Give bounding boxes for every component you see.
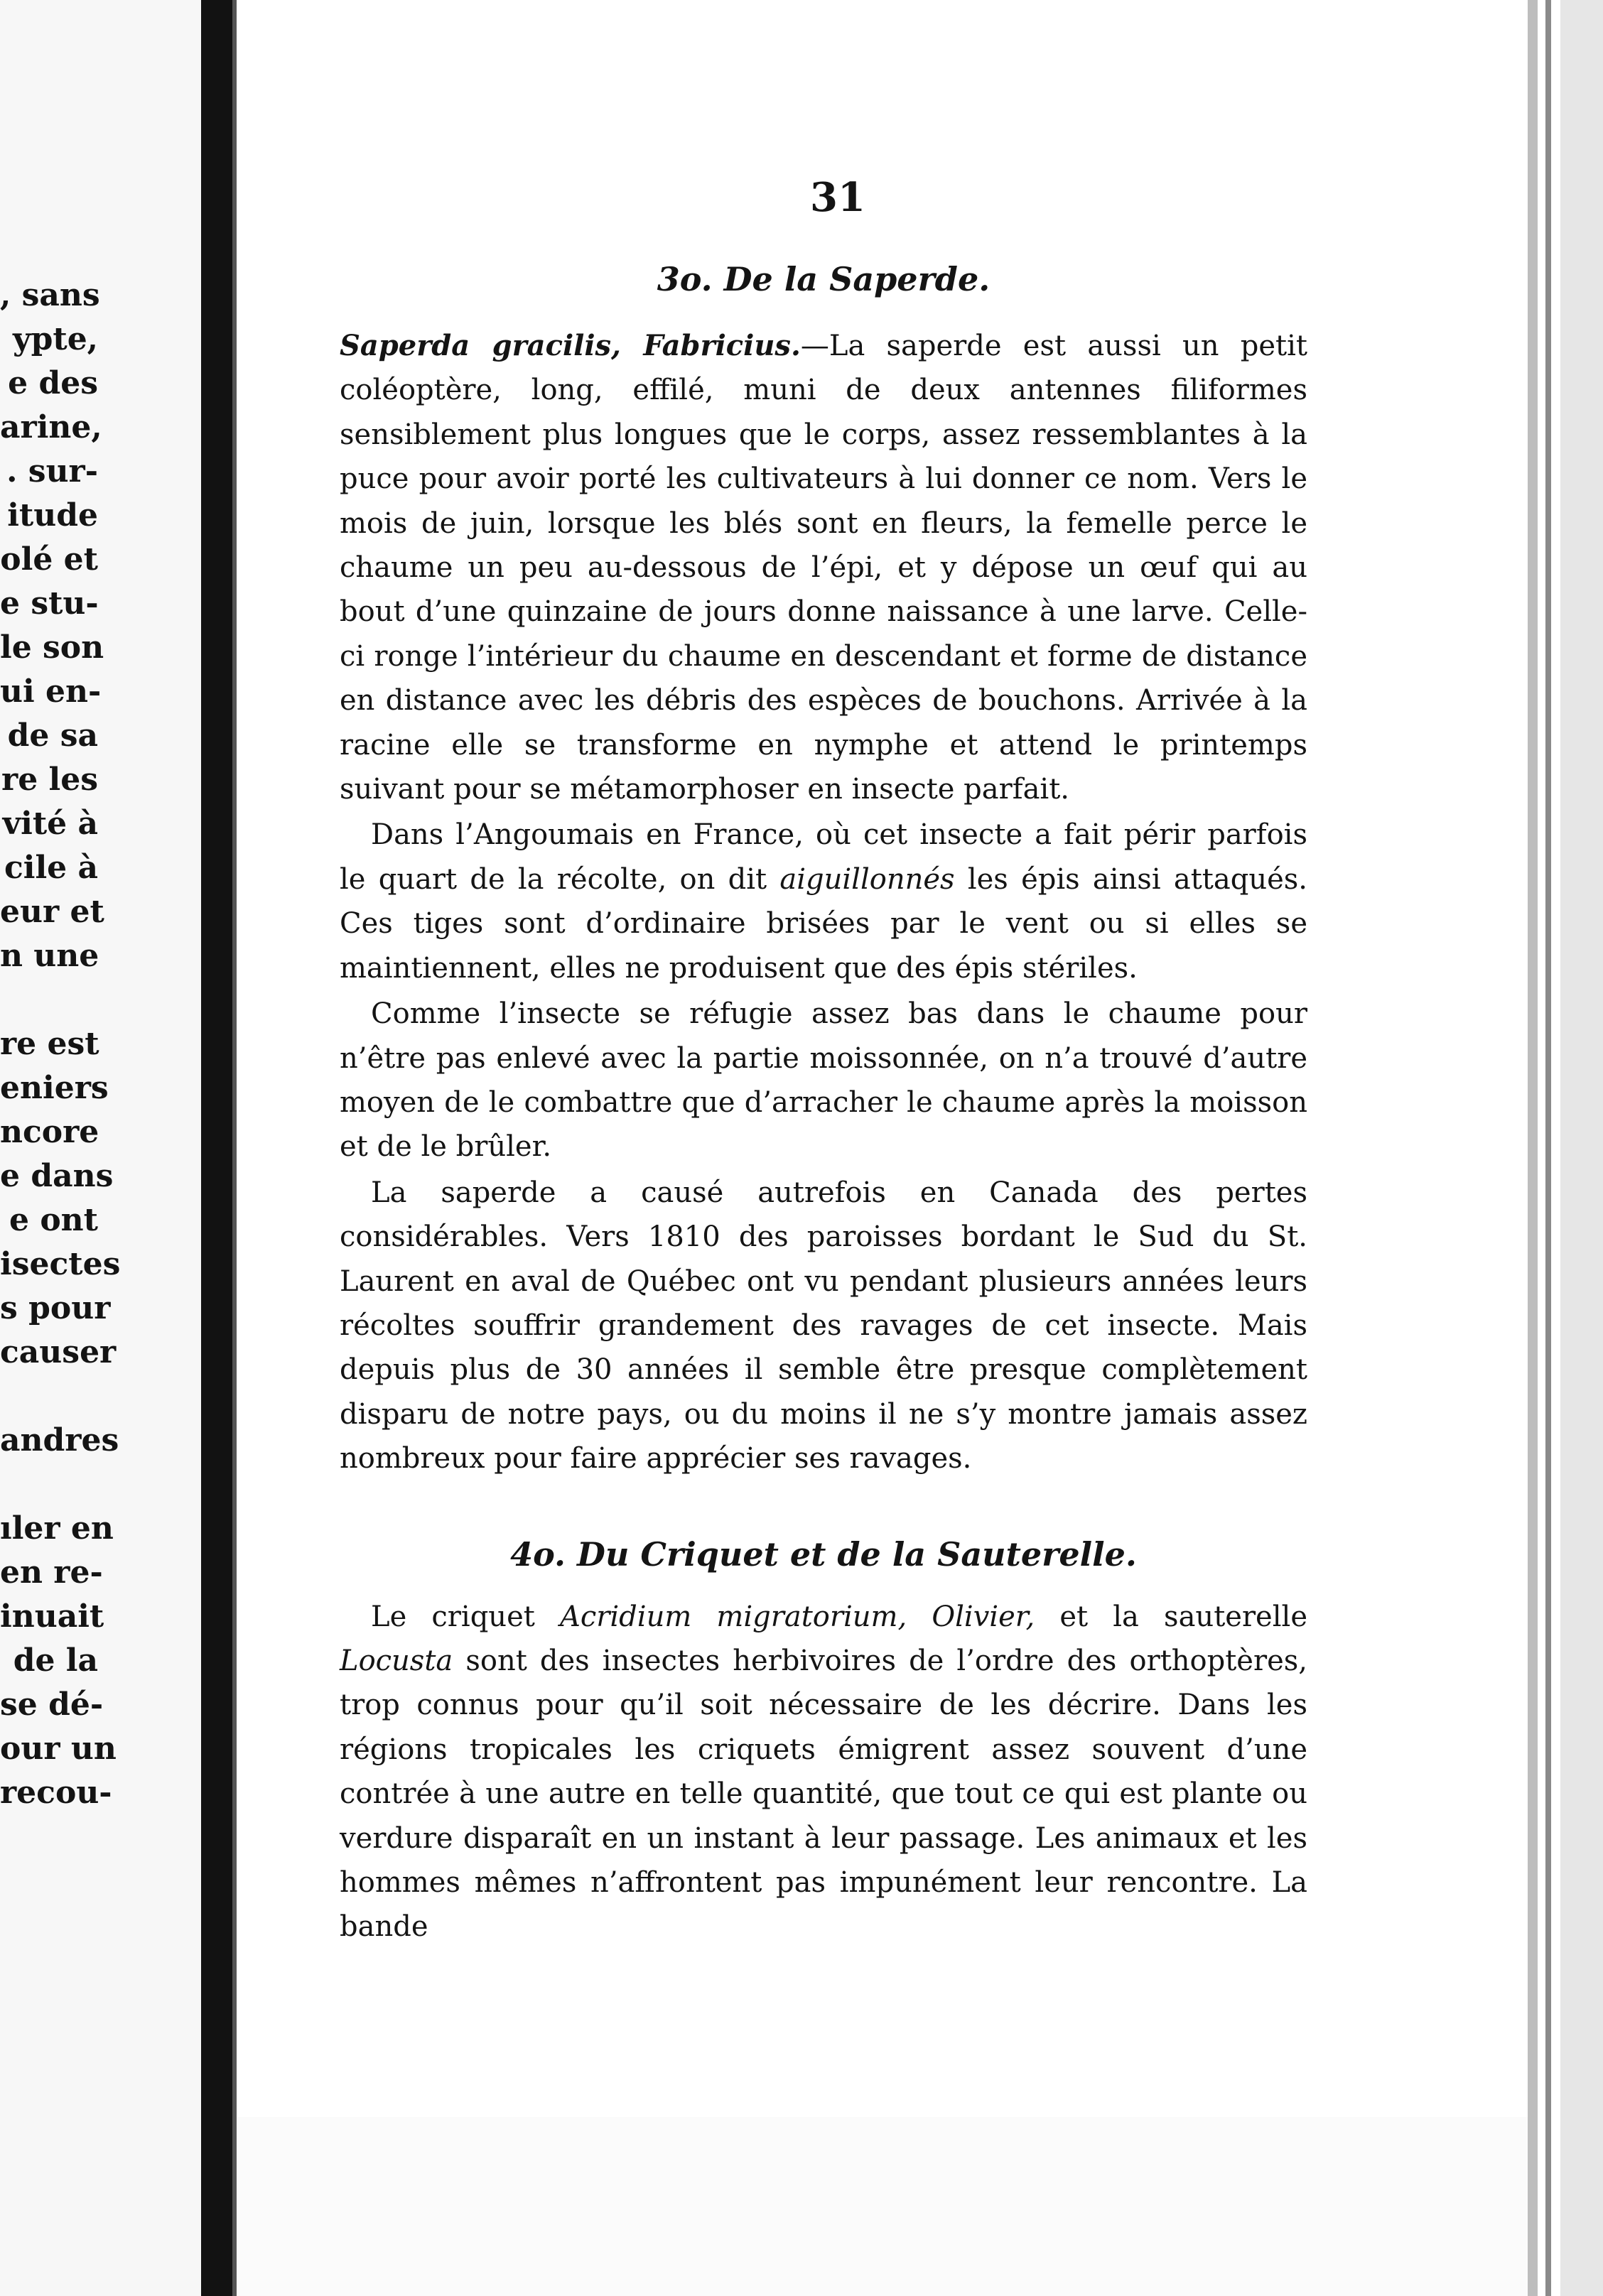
left-fragment-line: de la bbox=[13, 1642, 98, 1679]
left-fragment-line: eur et bbox=[0, 894, 104, 930]
paragraph-saperde-description bbox=[340, 324, 1307, 811]
left-page-text-fragments bbox=[0, 274, 213, 1815]
section-heading-criquet: 4o. Du Criquet et de la Sauterelle. bbox=[510, 1534, 1137, 1574]
left-fragment-line: . sur- bbox=[6, 453, 98, 489]
left-fragment-line: eniers bbox=[0, 1070, 109, 1106]
left-fragment-line: cile à bbox=[4, 850, 98, 886]
left-fragment-line: arine, bbox=[0, 409, 102, 445]
left-fragment-line: e stu- bbox=[0, 585, 99, 622]
species-name: Acridium migratorium, Olivier, bbox=[559, 1600, 1035, 1633]
left-fragment-line: isectes bbox=[0, 1246, 121, 1282]
left-fragment-line: our un bbox=[0, 1731, 117, 1767]
page-number: 31 bbox=[810, 174, 865, 221]
paragraph-text: et la sauterelle bbox=[1035, 1600, 1307, 1633]
paragraph-canada-history: La saperde a causé autrefois en Canada des pertes considérables. Vers 1810 des paroisses bordant le Sud du St. Laurent en aval de Québec ont vu pendant plusieurs années leurs récoltes souffrir grandement des ravages de cet insecte. Mais depuis plus de 30 années il semble être presque complètement disparu de notre pays, ou du moins il ne s’y montre jamais assez nombreux pour faire apprécier ses ravages. bbox=[340, 1176, 1307, 1475]
left-fragment-line: vité à bbox=[2, 806, 98, 842]
page-edge-margin bbox=[1560, 0, 1603, 2296]
left-fragment-line: causer bbox=[0, 1334, 117, 1370]
page-edge-shadow bbox=[1545, 0, 1551, 2296]
paragraph-text: sont des insectes herbivoires de l’ordre des orthoptères, trop connus pour qu’il soit nécessaire de les décrire. Dans les régions tropicales les criquets émigrent assez souvent d’une contrée à une autre en telle quantité, que tout ce qui est plante ou verdure disparaît en un instant à leur passage. Les animaux et les hommes mêmes n’affrontent pas impunément leur rencontre. La bande bbox=[340, 1644, 1307, 1944]
left-fragment-line bbox=[0, 1463, 213, 1507]
paragraph-text: Le criquet bbox=[371, 1600, 560, 1633]
paragraph-criquet-description bbox=[340, 1595, 1307, 1949]
page-bottom-margin bbox=[237, 2117, 1528, 2296]
page-edge bbox=[1528, 0, 1538, 2296]
paragraph-text: Dans l’Angoumais en France, où cet insecte a fait périr parfois le quart de la récolte, on dit bbox=[340, 818, 1307, 896]
left-fragment-line: itude bbox=[7, 497, 98, 534]
paragraph-text: —La saperde est aussi un petit coléoptère, long, effilé, muni de deux antennes filiformes sensiblement plus longues que le corps, assez ressemblantes à la puce pour avoir porté les cultivateurs à lui donner ce nom. Vers le mois de juin, lorsque les blés sont en fleurs, la femelle perce le chaume un peu au-dessous de l’épi, et y dépose un œuf qui au bout d’une quinzaine de jours donne naissance à une larve. Celle-ci ronge l’intérieur du chaume en descendant et forme de distance en distance avec les débris des espèces de bouchons. Arrivée à la racine elle se transforme en nymphe et attend le printemps suivant pour se métamorphoser en insecte parfait. bbox=[340, 330, 1307, 806]
paragraph-angoumais bbox=[340, 813, 1307, 990]
left-fragment-line: recou- bbox=[0, 1775, 112, 1811]
species-name: Saperda gracilis, Fabricius. bbox=[340, 329, 801, 362]
italic-term: aiguillonnés bbox=[779, 862, 955, 896]
page-content bbox=[340, 163, 1307, 1949]
left-fragment-line: le son bbox=[0, 629, 104, 666]
left-fragment-line: n une bbox=[0, 938, 99, 974]
left-fragment-line: ypte, bbox=[13, 321, 98, 357]
left-fragment-line: ıler en bbox=[0, 1510, 114, 1547]
left-fragment-line bbox=[0, 978, 213, 1022]
paragraph-remedy: Comme l’insecte se réfugie assez bas dans le chaume pour n’être pas enlevé avec la partie moissonnée, on n’a trouvé d’autre moyen de le combattre que d’arracher le chaume après la moisson et de le brûler. bbox=[340, 997, 1307, 1164]
section-heading-saperde: 3o. De la Saperde. bbox=[657, 260, 991, 298]
left-fragment-line: de sa bbox=[7, 718, 98, 754]
left-fragment-line: , sans bbox=[0, 277, 100, 313]
left-fragment-line: s pour bbox=[0, 1290, 111, 1326]
left-fragment-line: e ont bbox=[9, 1202, 98, 1238]
left-page-fragment bbox=[0, 0, 213, 2296]
left-fragment-line: andres bbox=[0, 1422, 119, 1458]
book-gutter bbox=[201, 0, 232, 2296]
left-fragment-line bbox=[0, 1375, 213, 1419]
left-fragment-line: re est bbox=[0, 1026, 99, 1062]
left-fragment-line: e des bbox=[8, 365, 98, 401]
left-fragment-line: olé et bbox=[0, 541, 98, 578]
paragraph-text: les épis ainsi attaqués. Ces tiges sont d’ordinaire brisées par le vent ou si elles se maintiennent, elles ne produisent que des épis stériles. bbox=[340, 862, 1307, 985]
left-fragment-line: inuait bbox=[0, 1598, 104, 1635]
left-fragment-line: en re- bbox=[0, 1554, 103, 1591]
left-fragment-line: re les bbox=[1, 762, 98, 798]
left-fragment-line: e dans bbox=[0, 1158, 114, 1194]
species-name: Locusta bbox=[340, 1644, 453, 1677]
left-fragment-line: se dé- bbox=[0, 1686, 104, 1723]
left-fragment-line: ui en- bbox=[0, 673, 102, 710]
left-fragment-line: ncore bbox=[0, 1114, 99, 1150]
